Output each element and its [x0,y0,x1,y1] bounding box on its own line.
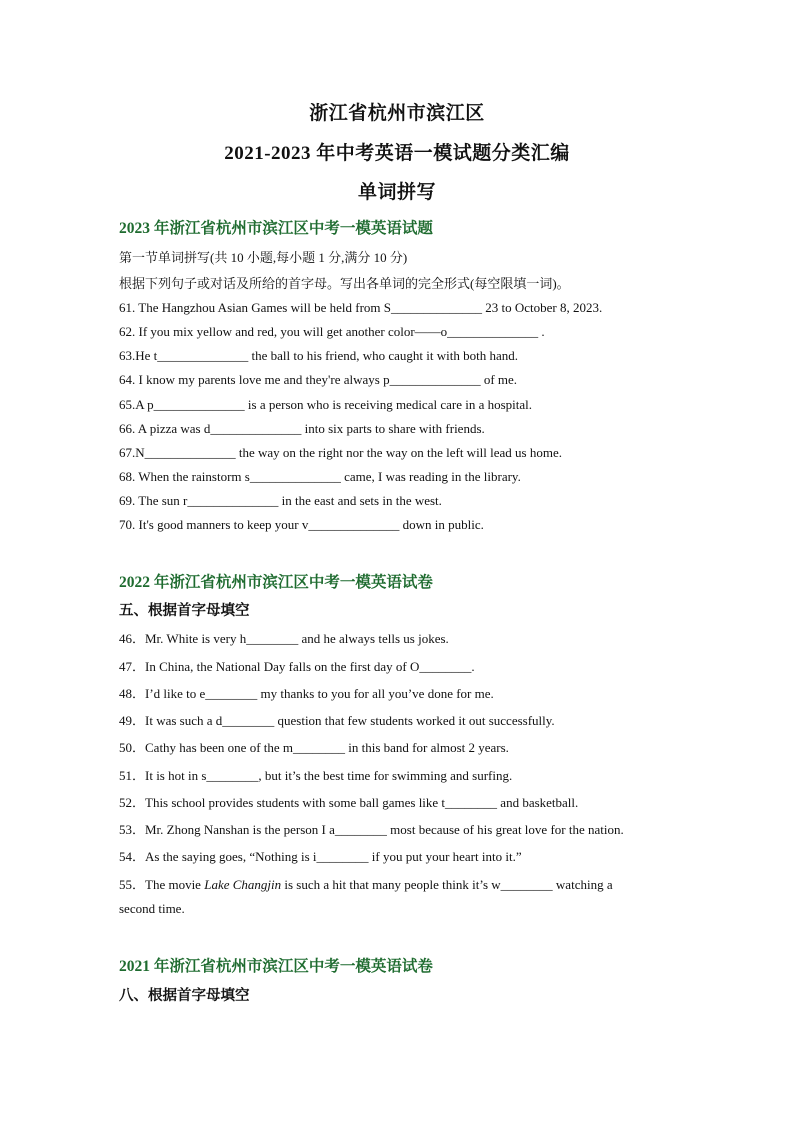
question-item: 64. I know my parents love me and they're always p______________ of me. [119,372,518,387]
question-item: 54．As the saying goes, “Nothing is i________ if you put your heart into it.” [119,849,522,864]
question-item: 49．It was such a d________ question that few students worked it out successfully. [119,713,555,728]
question-item-55 [119,874,613,893]
question-item: 66. A pizza was d______________ into six parts to share with friends. [119,421,485,436]
section-heading-2023: 2023 年浙江省杭州市滨江区中考一模英语试题 [119,220,433,237]
question-item: 67.N______________ the way on the right nor the way on the left will lead us home. [119,445,563,460]
question-item: 68. When the rainstorm s______________ came, I was reading in the library. [119,469,521,484]
section-intro-2023: 第一节单词拼写(共 10 小题,每小题 1 分,满分 10 分) [119,250,408,265]
section-instructions-2023: 根据下列句子或对话及所给的首字母。写出各单词的完全形式(每空限填一词)。 [119,276,570,291]
question-item: 70. It's good manners to keep your v______________ down in public. [119,517,484,532]
question-item: 61. The Hangzhou Asian Games will be held from S______________ 23 to October 8, 2023. [119,300,603,315]
question-item: 53．Mr. Zhong Nanshan is the person I a________ most because of his great love for the nation. [119,822,624,837]
question-item: 51．It is hot in s________, but it’s the best time for swimming and surfing. [119,768,513,783]
document-title-years: 2021-2023 年中考英语一模试题分类汇编 [224,143,570,164]
question-item: 62. If you mix yellow and red, you will get another color——o______________ . [119,324,545,339]
question-text: is such a hit that many people think it’s w________ watching a [281,877,613,892]
question-item: 46．Mr. White is very h________ and he always tells us jokes. [119,631,449,646]
question-item: 50．Cathy has been one of the m________ in this band for almost 2 years. [119,740,509,755]
subsection-heading-2022: 五、根据首字母填空 [119,603,250,619]
question-text: 55．The movie [119,877,205,892]
question-item: 52．This school provides students with some ball games like t________ and basketball. [119,795,579,810]
question-item: 63.He t______________ the ball to his friend, who caught it with both hand. [119,348,518,363]
section-heading-2021: 2021 年浙江省杭州市滨江区中考一模英语试卷 [119,958,433,975]
document-title-topic: 单词拼写 [357,182,436,203]
question-continuation: second time. [119,901,185,916]
question-item: 69. The sun r______________ in the east and sets in the west. [119,493,442,508]
movie-title: Lake Changjin [204,877,282,892]
document-title-region: 浙江省杭州市滨江区 [309,103,485,124]
question-item: 48．I’d like to e________ my thanks to you for all you’ve done for me. [119,686,494,701]
question-item: 65.A p______________ is a person who is receiving medical care in a hospital. [119,397,533,412]
section-heading-2022: 2022 年浙江省杭州市滨江区中考一模英语试卷 [119,574,433,591]
subsection-heading-2021: 八、根据首字母填空 [119,988,250,1004]
question-item: 47．In China, the National Day falls on the first day of O________. [119,659,475,674]
